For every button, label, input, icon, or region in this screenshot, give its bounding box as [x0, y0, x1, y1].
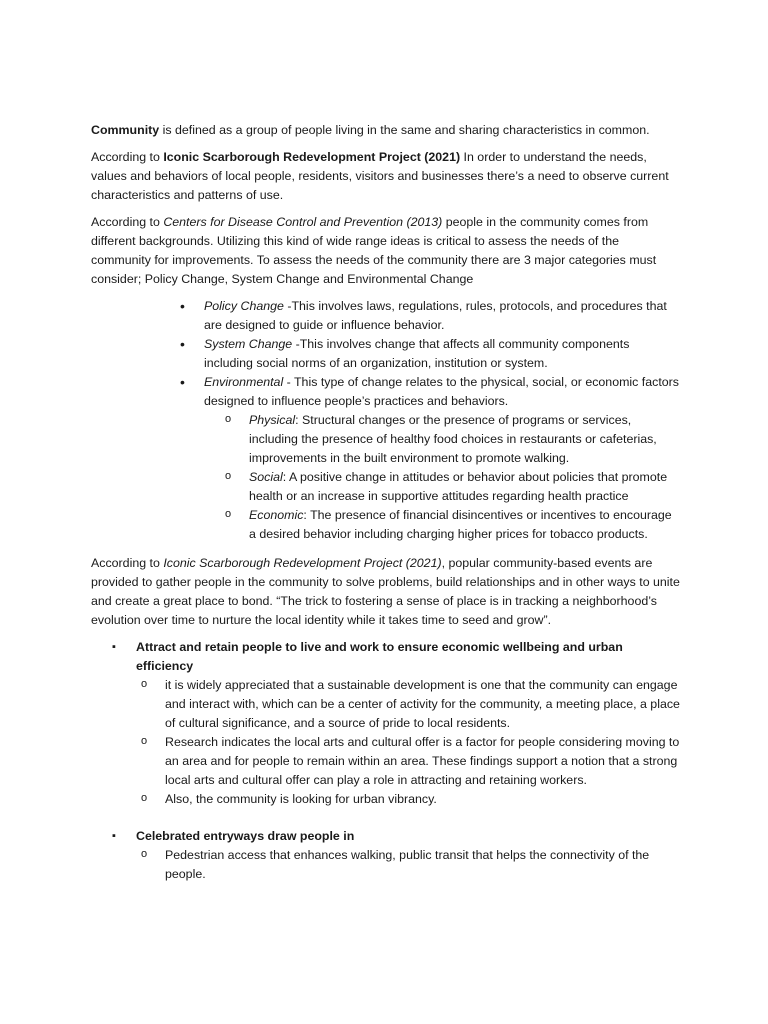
list-item-entryways: ▪ Celebrated entryways draw people in o Pedestrian access that enhances walking, public transit that helps the connectivity of the people.	[136, 827, 680, 884]
section-attract-retain	[91, 638, 680, 809]
list-item: o Research indicates the local arts and cultural offer is a factor for people considering moving to an area and for people to remain within an area. These findings support a notion that a strong local arts and cultural offer can play a role in attracting and retaining workers.	[165, 733, 680, 790]
list-item-system-change: • System Change -This involves change that affects all community components including social norms of an organization, institution or system.	[204, 335, 680, 373]
list-item-economic: o Economic: The presence of financial disincentives or incentives to encourage a desired behavior including charging higher prices for tobacco products.	[249, 506, 680, 544]
entryways-sublist	[136, 846, 680, 884]
list-item-environmental: • Environmental - This type of change relates to the physical, social, or economic factors designed to influence people’s practices and behaviors. o Physical: Structural changes or the presence of programs or services, including the presence of healthy food choices in restaurants or cafeterias, improvements in the built environment to promote walking. o Social: A positive change in attitudes or behavior about policies that promote health or an increase in supportive attitudes regarding health practice o Economic: The presence of financial disincentives or incentives to encourage a desired behavior including charging higher prices for tobacco products.	[204, 373, 680, 544]
spacer	[91, 809, 680, 819]
list-item-attract-retain: ▪ Attract and retain people to live and work to ensure economic wellbeing and urban efficiency o it is widely appreciated that a sustainable development is one that the community can engage and interact with, which can be a center of activity for the community, a meeting place, a place of cultural significance, and a source of pride to local residents. o Research indicates the local arts and cultural offer is a factor for people considering moving to an area and for people to remain within an area. These findings support a notion that a strong local arts and cultural offer can play a role in attracting and retaining workers. o Also, the community is looking for urban vibrancy.	[136, 638, 680, 809]
paragraph-cdc-categories: According to Centers for Disease Control and Prevention (2013) people in the community comes from different backgrounds. Utilizing this kind of wide range ideas is critical to assess the needs of the community for improvements. To assess the needs of the community there are 3 major categories must consider; Policy Change, System Change and Environmental Change	[91, 215, 657, 286]
list-item: o it is widely appreciated that a sustainable development is one that the community can engage and interact with, which can be a center of activity for the community, a meeting place, a place of cultural significance, and a source of pride to local residents.	[165, 676, 680, 733]
attract-retain-sublist	[136, 676, 680, 809]
list-item: o Also, the community is looking for urban vibrancy.	[165, 790, 680, 809]
list-item-physical: o Physical: Structural changes or the presence of programs or services, including the presence of healthy food choices in restaurants or cafeterias, improvements in the built environment to promote walking.	[249, 411, 680, 468]
list-item: o Pedestrian access that enhances walking, public transit that helps the connectivity of the people.	[165, 846, 680, 884]
category-list	[91, 297, 680, 544]
paragraph-scarborough-events: According to Iconic Scarborough Redevelopment Project (2021), popular community-based events are provided to gather people in the community to solve problems, build relationships and in other ways to unite and create a great place to bond. “The trick to fostering a sense of place is in tracking a neighborhood’s evolution over time to nurture the local identity while it takes time to seed and grow”.	[91, 556, 680, 627]
list-item-policy-change: • Policy Change -This involves laws, regulations, rules, protocols, and procedures that are designed to guide or influence behavior.	[204, 297, 680, 335]
list-item-social: o Social: A positive change in attitudes or behavior about policies that promote health or an increase in supportive attitudes regarding health practice	[249, 468, 680, 506]
spacer	[91, 544, 680, 554]
environmental-sublist	[204, 411, 680, 544]
paragraph-scarborough-needs: According to Iconic Scarborough Redevelopment Project (2021) In order to understand the needs, values and behaviors of local people, residents, visitors and businesses there’s a need to observe current characteristics and patterns of use.	[91, 150, 669, 202]
section-entryways	[91, 827, 680, 884]
paragraph-community-definition: Community is defined as a group of people living in the same and sharing characteristics in common.	[91, 123, 650, 137]
